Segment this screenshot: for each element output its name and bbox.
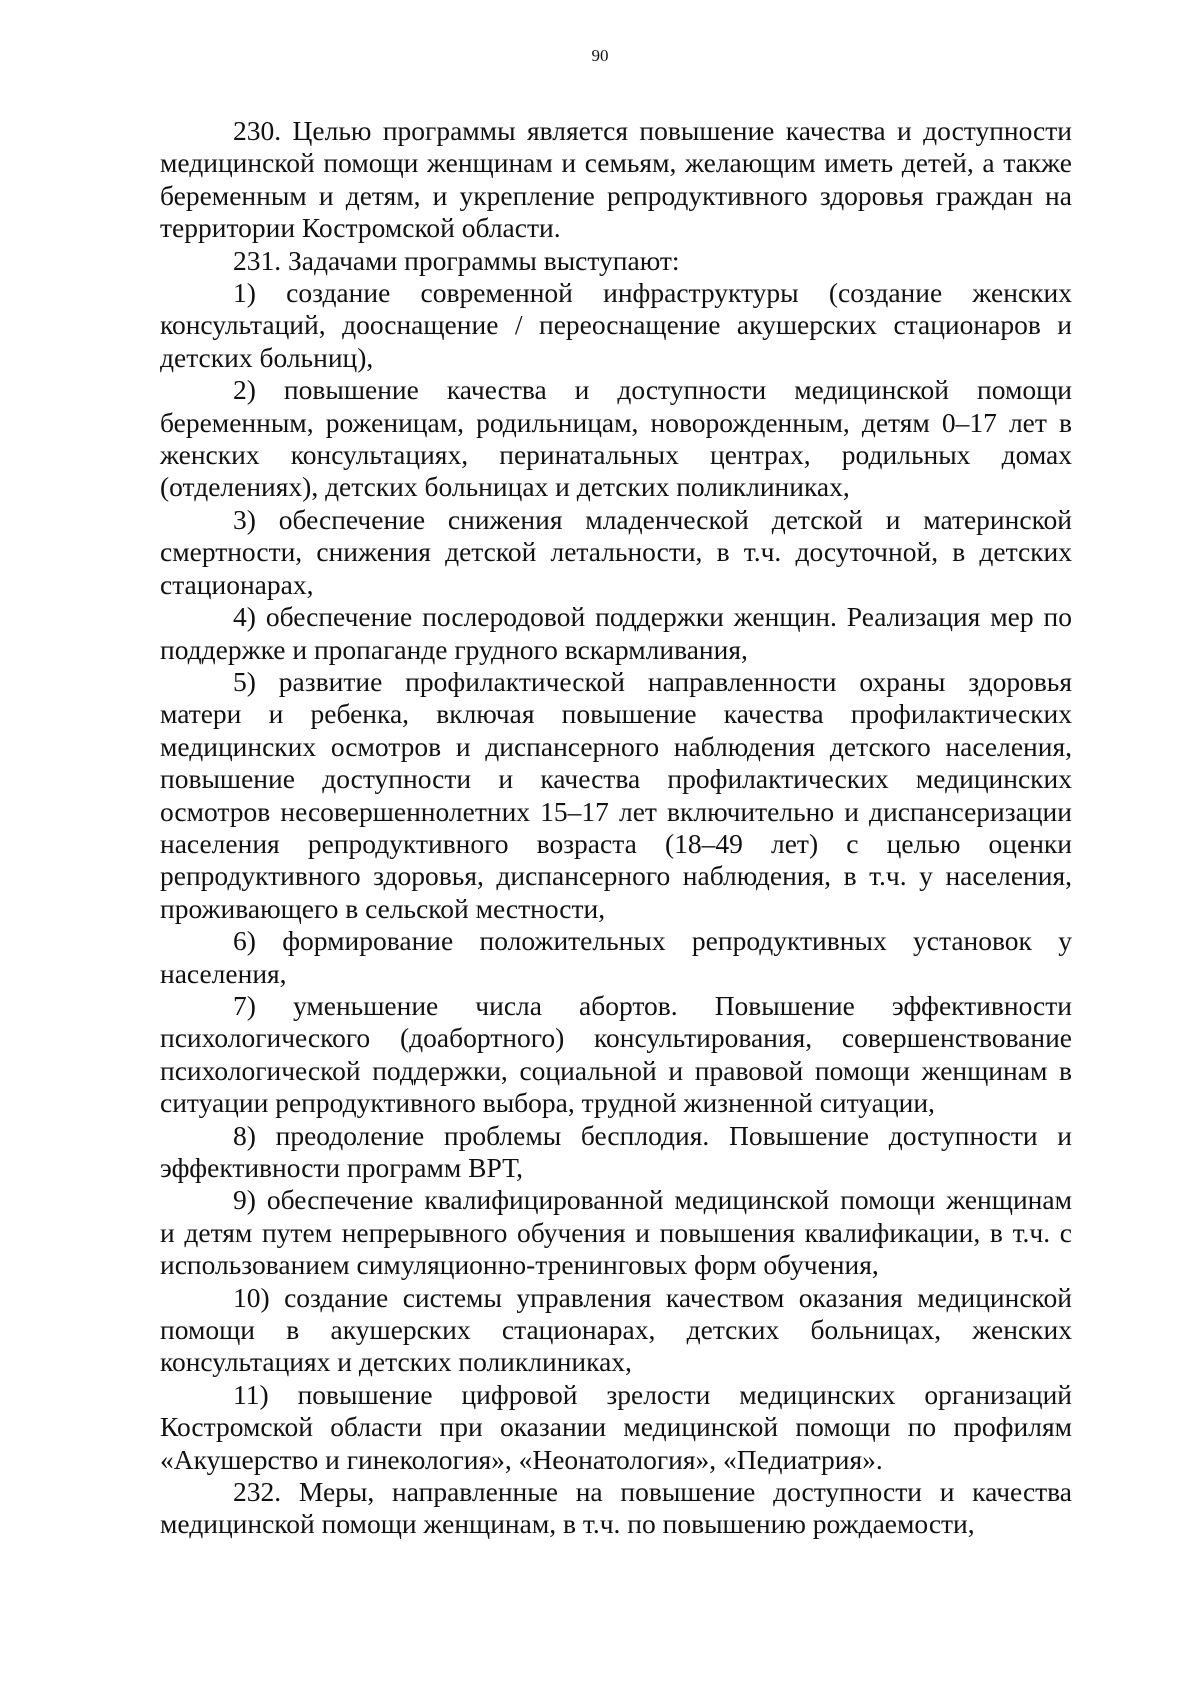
document-body	[160, 115, 1072, 1541]
paragraph-231: 231. Задачами программы выступают:	[233, 244, 680, 276]
task-item-10: 10) создание системы управления качеством оказания медицинской помощи в акушерских стационарах, детских больницах, женских консультациях и детских поликлиниках,	[160, 1281, 1072, 1378]
page-number: 90	[591, 46, 609, 65]
task-item-3: 3) обеспечение снижения младенческой детской и материнской смертности, снижения детской летальности, в т.ч. досуточной, в детских стационарах,	[160, 503, 1072, 600]
task-item-8: 8) преодоление проблемы бесплодия. Повышение доступности и эффективности программ ВРТ,	[160, 1119, 1072, 1183]
paragraph-230: 230. Целью программы является повышение качества и доступности медицинской помощи женщинам и семьям, желающим иметь детей, а также беременным и детям, и укрепление репродуктивного здоровья граждан на территории Костромской области.	[160, 115, 1072, 244]
task-item-4: 4) обеспечение послеродовой поддержки женщин. Реализация мер по поддержке и пропаганде грудного вскармливания,	[160, 601, 1072, 665]
task-item-5: 5) развитие профилактической направленности охраны здоровья матери и ребенка, включая повышение качества профилактических медицинских осмотров и диспансерного наблюдения детского населения, повышение доступности и качества профилактических медицинских осмотров несовершеннолетних 15–17 лет включительно и диспансеризации населения репродуктивного возраста (18–49 лет) с целью оценки репродуктивного здоровья, диспансерного наблюдения, в т.ч. у населения, проживающего в сельской местности,	[160, 665, 1072, 924]
task-item-1: 1) создание современной инфраструктуры (создание женских консультаций, дооснащение / переоснащение акушерских стационаров и детских больниц),	[160, 277, 1072, 373]
task-item-9: 9) обеспечение квалифицированной медицинской помощи женщинам и детям путем непрерывного обучения и повышения квалификации, в т.ч. с использованием симуляционно-тренинговых форм обучения,	[160, 1184, 1072, 1281]
task-item-11: 11) повышение цифровой зрелости медицинских организаций Костромской области при оказании медицинской помощи по профилям «Акушерство и гинекология», «Неонатология», «Педиатрия».	[160, 1378, 1072, 1475]
task-item-7: 7) уменьшение числа абортов. Повышение эффективности психологического (доабортного) консультирования, совершенствование психологической поддержки, социальной и правовой помощи женщинам в ситуации репродуктивного выбора, трудной жизненной ситуации,	[160, 989, 1072, 1119]
task-item-2: 2) повышение качества и доступности медицинской помощи беременным, роженицам, родильницам, новорожденным, детям 0–17 лет в женских консультациях, перинатальных центрах, родильных домах (отделениях), детских больницах и детских поликлиниках,	[160, 374, 1072, 503]
paragraph-232: 232. Меры, направленные на повышение доступности и качества медицинской помощи женщинам, в т.ч. по повышению рождаемости,	[160, 1476, 1072, 1540]
task-item-6: 6) формирование положительных репродуктивных установок у населения,	[160, 925, 1072, 989]
